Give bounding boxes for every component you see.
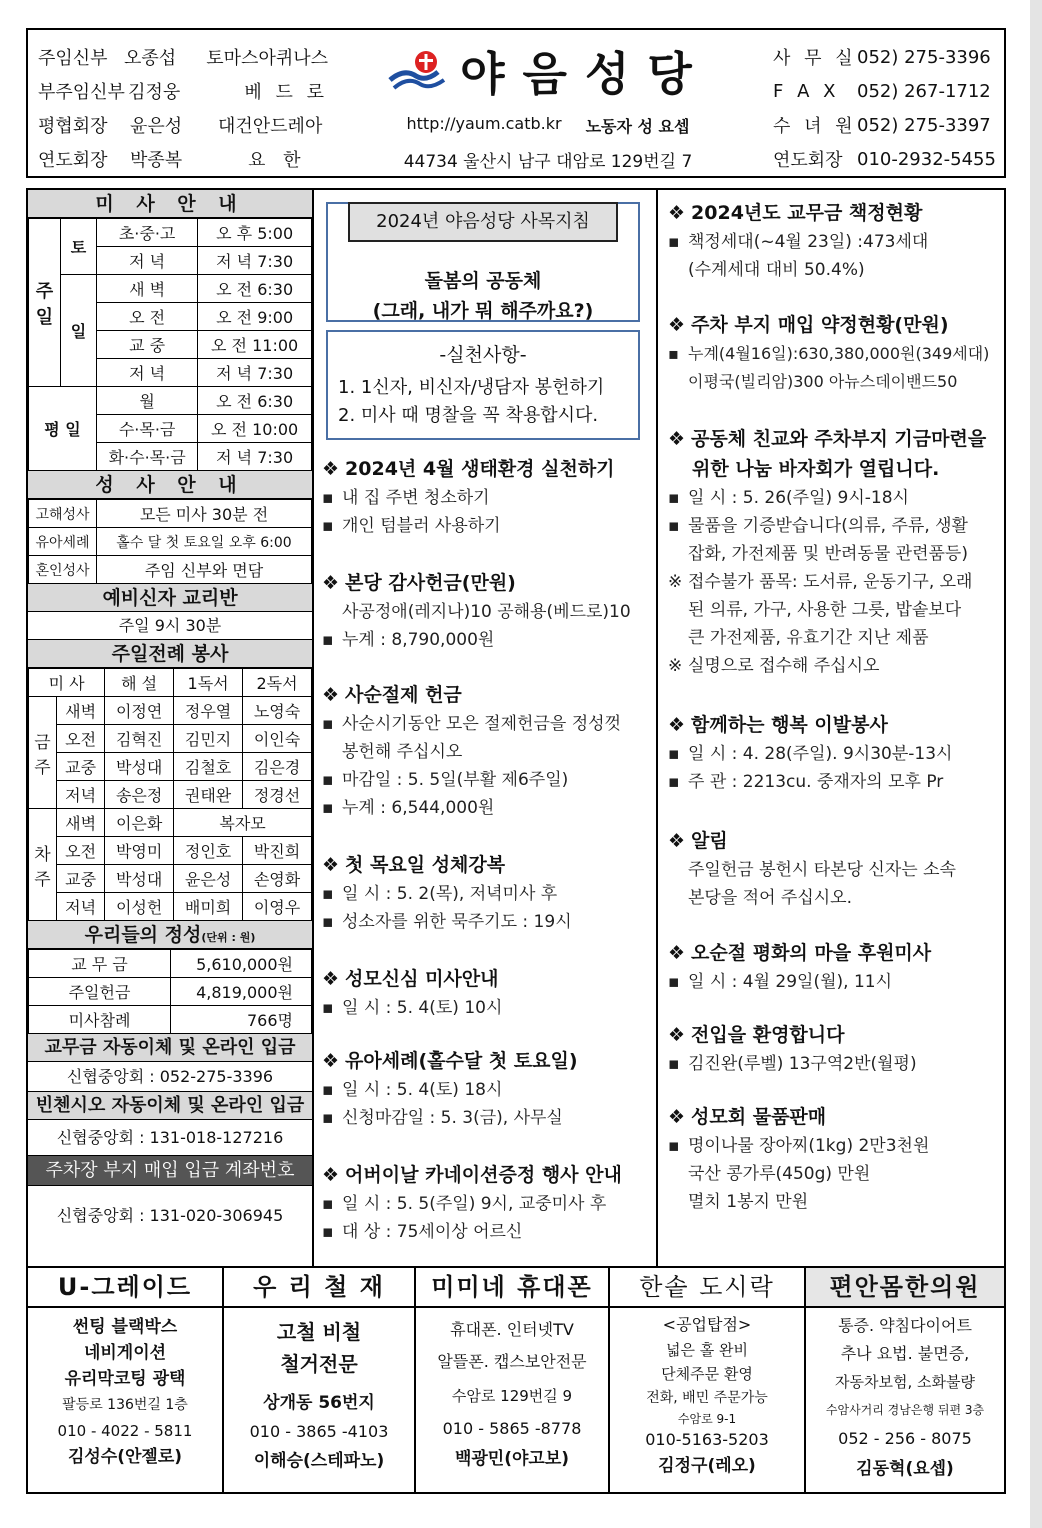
ad-line: 052 - 256 - 8075 xyxy=(838,1429,972,1448)
offering-value: 4,819,000원 xyxy=(171,978,312,1006)
ad-box xyxy=(610,1268,806,1492)
diamond-bullet-icon: ❖ xyxy=(668,202,686,224)
notice-title: 주차 부지 매입 약정현황(만원) xyxy=(691,314,949,336)
notice-section xyxy=(668,198,1002,284)
offering-label: 주일헌금 xyxy=(29,978,171,1006)
offering-unit: (단위 : 원) xyxy=(201,931,256,944)
notice-line: 대 상 : 75세이상 어르신 xyxy=(342,1222,523,1242)
mass-name: 수·목·금 xyxy=(97,415,198,443)
next-week-label: 차주 xyxy=(29,809,57,921)
sacrament-label: 유아세례 xyxy=(29,528,97,556)
practice-item: 2. 미사 때 명찰을 꼭 착용합시다. xyxy=(338,405,599,426)
mass-time: 오 전 6:30 xyxy=(198,275,312,303)
notice-line: 신청마감일 : 5. 3(금), 사무실 xyxy=(342,1108,563,1128)
clergy-list xyxy=(38,40,328,176)
mass-name: 새 벽 xyxy=(97,275,198,303)
clergy-baptismal: 토마스아퀴나스 xyxy=(206,48,328,69)
liturgy-cell: 권태완 xyxy=(174,781,243,809)
offering-value: 5,610,000원 xyxy=(171,950,312,978)
notice-section xyxy=(322,1046,652,1132)
offering-label: 미사참례 xyxy=(29,1006,171,1034)
notice-title: 어버이날 카네이션증정 행사 안내 xyxy=(345,1164,622,1186)
ad-line: 수암로 129번길 9 xyxy=(451,1387,573,1405)
square-bullet-icon: ▪ xyxy=(668,744,680,764)
contact-row xyxy=(773,108,1003,142)
mass-time: 오 전 11:00 xyxy=(198,331,312,359)
clergy-role: 주임신부 xyxy=(38,48,108,69)
square-bullet-icon: ▪ xyxy=(322,516,334,536)
ad-line: 철거전문 xyxy=(280,1352,358,1376)
square-bullet-icon: ▪ xyxy=(322,884,334,904)
offering-label: 교 무 금 xyxy=(29,950,171,978)
liturgy-cell: 박영미 xyxy=(105,837,174,865)
ad-line: 전화, 배민 주문가능 xyxy=(646,1390,768,1406)
square-bullet-icon: ▪ xyxy=(668,1054,680,1074)
patron-saint: 노동자 성 요셉 xyxy=(585,117,690,136)
ad-line: 자동차보험, 소화불량 xyxy=(835,1373,975,1391)
notice-title: 알림 xyxy=(691,830,728,852)
ad-line: 수암사거리 경남은행 뒤편 3층 xyxy=(825,1403,985,1417)
offering-heading xyxy=(28,921,312,949)
liturgy-cell: 김철호 xyxy=(174,753,243,781)
ad-line: 네비게이션 xyxy=(83,1343,167,1363)
liturgy-cell: 이성헌 xyxy=(105,893,174,921)
square-bullet-icon: ▪ xyxy=(322,912,334,932)
practice-item: 1. 1신자, 비신자/냉담자 봉헌하기 xyxy=(338,377,605,398)
notice-line: 실명으로 접수해 주십시오 xyxy=(688,656,880,676)
contact-label: 연도회장 xyxy=(773,150,843,171)
sponsor-ads xyxy=(26,1268,1006,1494)
mass-time: 오 후 5:00 xyxy=(198,219,312,247)
square-bullet-icon: ▪ xyxy=(322,630,334,650)
liturgy-cell: 복자모 xyxy=(174,809,312,837)
practice-box xyxy=(326,330,640,440)
diamond-bullet-icon: ❖ xyxy=(668,714,686,736)
liturgy-table xyxy=(28,668,312,921)
contact-label: F A X xyxy=(773,80,840,102)
ad-line: 썬팅 블랙박스 xyxy=(72,1317,178,1337)
mass-schedule-heading: 미 사 안 내 xyxy=(28,190,312,218)
square-bullet-icon: ▪ xyxy=(322,798,334,818)
mass-name: 화·수·목·금 xyxy=(97,443,198,471)
notice-line: 접수불가 품목: 도서류, 운동기구, 오래 xyxy=(688,572,973,592)
notice-title-cont: 위한 나눔 바자회가 열립니다. xyxy=(692,458,940,480)
offering-value: 766명 xyxy=(171,1006,312,1034)
notice-title: 오순절 평화의 마을 후원미사 xyxy=(691,942,932,964)
sacrament-value: 모든 미사 30분 전 xyxy=(97,500,312,528)
bulletin-main xyxy=(26,188,1006,1268)
notice-line: 일 시 : 5. 26(주일) 9시-18시 xyxy=(688,488,909,508)
notice-line: 주 관 : 2213cu. 중재자의 모후 Pr xyxy=(688,772,944,792)
ad-name: U-그레이드 xyxy=(28,1268,222,1308)
mass-schedule-table xyxy=(28,218,312,471)
sacrament-value: 홀수 달 첫 토요일 오후 6:00 xyxy=(97,528,312,556)
saturday-label: 토 xyxy=(61,219,97,275)
ad-line: 김정구(레오) xyxy=(658,1456,756,1476)
notice-line: 큰 가전제품, 유효기간 지난 제품 xyxy=(688,628,929,648)
notice-line: 일 시 : 5. 4(토) 10시 xyxy=(342,998,503,1018)
notice-line: 김진완(루벨) 13구역2반(월평) xyxy=(688,1054,917,1074)
bank2-account: 신협중앙회 : 131-018-127216 xyxy=(28,1120,312,1156)
clergy-baptismal: 요 한 xyxy=(248,150,307,171)
diamond-bullet-icon: ❖ xyxy=(668,1106,686,1128)
notice-line: 명이나물 장아찌(1kg) 2만3천원 xyxy=(688,1136,930,1156)
liturgy-cell: 손영화 xyxy=(243,865,312,893)
contact-phone: 052) 275-3397 xyxy=(857,114,991,136)
ad-box xyxy=(806,1268,1004,1492)
ad-line: 단체주문 환영 xyxy=(661,1365,753,1383)
ad-line: 통증. 약침다이어트 xyxy=(838,1316,972,1335)
mass-time: 오 전 9:00 xyxy=(198,303,312,331)
ad-name: 편안몸한의원 xyxy=(806,1268,1004,1308)
liturgy-cell: 교중 xyxy=(57,753,105,781)
diamond-bullet-icon: ❖ xyxy=(322,684,340,706)
bank1-heading: 교무금 자동이체 및 온라인 입금 xyxy=(28,1034,312,1062)
notice-line: 개인 텀블러 사용하기 xyxy=(342,516,501,536)
diamond-bullet-icon: ❖ xyxy=(668,314,686,336)
this-week-label: 금주 xyxy=(29,697,57,809)
ad-line: 010 - 4022 - 5811 xyxy=(57,1422,193,1440)
notice-line: 성소자를 위한 묵주기도 : 19시 xyxy=(342,912,572,932)
liturgy-cell: 김혁진 xyxy=(105,725,174,753)
notice-title: 유아세례(홀수달 첫 토요일) xyxy=(345,1050,578,1072)
notice-line: 마감일 : 5. 5일(부활 제6주일) xyxy=(342,770,569,790)
offering-title: 우리들의 정성 xyxy=(84,924,202,946)
diamond-bullet-icon: ❖ xyxy=(322,1164,340,1186)
pastoral-guideline-box xyxy=(326,202,640,322)
liturgy-cell: 교중 xyxy=(57,865,105,893)
contact-row xyxy=(773,142,1003,176)
square-bullet-icon: ▪ xyxy=(322,1222,334,1242)
liturgy-cell: 노영숙 xyxy=(243,697,312,725)
diamond-bullet-icon: ❖ xyxy=(668,942,686,964)
notice-title: 2024년 4월 생태환경 실천하기 xyxy=(345,458,615,480)
mass-time: 저 녁 7:30 xyxy=(198,443,312,471)
bank2-heading: 빈첸시오 자동이체 및 온라인 입금 xyxy=(28,1092,312,1120)
church-url-link[interactable]: http://yaum.catb.kr xyxy=(406,114,562,133)
square-bullet-icon: ▪ xyxy=(322,1080,334,1100)
notice-section xyxy=(668,710,1002,796)
notice-section xyxy=(322,850,652,936)
square-bullet-icon: ▪ xyxy=(668,516,680,536)
diamond-bullet-icon: ❖ xyxy=(322,968,340,990)
liturgy-cell: 저녁 xyxy=(57,781,105,809)
notice-line: 일 시 : 5. 4(토) 18시 xyxy=(342,1080,503,1100)
contact-label: 수 녀 원 xyxy=(773,116,857,137)
mass-time: 오 전 6:30 xyxy=(198,387,312,415)
sacrament-label: 고해성사 xyxy=(29,500,97,528)
diamond-bullet-icon: ❖ xyxy=(322,458,340,480)
clergy-row xyxy=(38,142,328,176)
ad-line: 010-5163-5203 xyxy=(645,1430,769,1449)
notice-title: 공동체 친교와 주차부지 기금마련을 xyxy=(691,428,987,450)
contact-phone: 052) 267-1712 xyxy=(857,80,991,102)
liturgy-cell: 오전 xyxy=(57,837,105,865)
notice-line: 책정세대(~4월 23일) :473세대 xyxy=(688,232,929,252)
notice-title: 사순절제 헌금 xyxy=(345,684,462,706)
liturgy-heading: 주일전례 봉사 xyxy=(28,640,312,668)
ad-line: 수암로 9-1 xyxy=(677,1412,737,1426)
offering-table xyxy=(28,949,312,1034)
liturgy-cell: 새벽 xyxy=(57,697,105,725)
notice-line: 누계 : 8,790,000원 xyxy=(342,630,495,650)
sacrament-heading: 성 사 안 내 xyxy=(28,471,312,499)
ad-line: 김동혁(요셉) xyxy=(856,1459,954,1479)
notice-line: 주일헌금 봉헌시 타본당 신자는 소속 xyxy=(688,860,956,880)
mass-time: 저 녁 7:30 xyxy=(198,247,312,275)
square-bullet-icon: ▪ xyxy=(668,232,680,252)
catechumen-time: 주일 9시 30분 xyxy=(28,612,312,640)
sunday-label: 주일 xyxy=(29,219,61,387)
contact-list xyxy=(773,40,1003,176)
notice-line: 사순시기동안 모은 절제헌금을 정성껏 xyxy=(342,714,621,734)
clergy-role: 연도회장 xyxy=(38,150,108,171)
clergy-baptismal: 대건안드레아 xyxy=(218,116,323,137)
contact-row xyxy=(773,74,1003,108)
notice-section xyxy=(668,826,1002,912)
clergy-baptismal: 베 드 로 xyxy=(244,82,328,103)
ad-box xyxy=(416,1268,610,1492)
liturgy-cell: 송은정 xyxy=(105,781,174,809)
diamond-bullet-icon: ❖ xyxy=(322,572,340,594)
notice-title: 전입을 환영합니다 xyxy=(691,1024,845,1046)
ad-line: 김성수(안젤로) xyxy=(67,1447,183,1467)
notice-line: 멸치 1봉지 만원 xyxy=(688,1192,809,1212)
church-title-block xyxy=(338,36,758,172)
note-mark: ※ xyxy=(668,572,683,592)
notice-section xyxy=(668,938,1002,996)
mass-name: 교 중 xyxy=(97,331,198,359)
church-name-title: 야음성당 xyxy=(460,47,710,101)
notice-line: 일 시 : 5. 2(목), 저녁미사 후 xyxy=(342,884,558,904)
notice-line: 누계 : 6,544,000원 xyxy=(342,798,495,818)
ad-name: 한솥 도시락 xyxy=(610,1268,804,1308)
notice-section xyxy=(668,310,1002,396)
clergy-row xyxy=(38,108,328,142)
square-bullet-icon: ▪ xyxy=(322,1194,334,1214)
sacrament-value: 주임 신부와 면담 xyxy=(97,556,312,584)
contact-label: 사 무 실 xyxy=(773,48,857,69)
liturgy-cell: 윤은성 xyxy=(174,865,243,893)
notice-title: 첫 목요일 성체강복 xyxy=(345,854,506,876)
ad-line: <공업탑점> xyxy=(662,1315,752,1334)
notice-section xyxy=(322,1160,652,1246)
liturgy-cell: 정우열 xyxy=(174,697,243,725)
bank3-heading: 주차장 부지 매입 입금 계좌번호 xyxy=(28,1156,312,1186)
ad-line: 휴대폰. 인터넷TV xyxy=(450,1320,574,1339)
notice-line: 잡화, 가전제품 및 반려동물 관련품등) xyxy=(688,544,968,564)
notice-column-middle xyxy=(314,190,658,1266)
ad-line: 010 - 5865 -8778 xyxy=(442,1419,582,1438)
notice-section xyxy=(668,1102,1002,1216)
contact-phone: 010-2932-5455 xyxy=(857,148,996,170)
liturgy-cell: 배미희 xyxy=(174,893,243,921)
notice-column-right xyxy=(658,190,1004,1266)
diamond-bullet-icon: ❖ xyxy=(322,854,340,876)
notice-section xyxy=(322,454,652,540)
ad-line: 010 - 3865 -4103 xyxy=(249,1422,389,1441)
note-mark: ※ xyxy=(668,656,683,676)
notice-line: 국산 콩가루(450g) 만원 xyxy=(688,1164,871,1184)
schedule-column xyxy=(28,190,314,1266)
notice-section xyxy=(322,964,652,1022)
ad-line: 추나 요법. 불면증, xyxy=(840,1344,970,1363)
clergy-row xyxy=(38,40,328,74)
ad-line: 넓은 홀 완비 xyxy=(666,1341,748,1359)
square-bullet-icon: ▪ xyxy=(668,488,680,508)
square-bullet-icon: ▪ xyxy=(668,772,680,792)
liturgy-cell: 이정연 xyxy=(105,697,174,725)
liturgy-col-header: 미 사 xyxy=(29,669,105,697)
clergy-name: 오종섭 xyxy=(124,48,177,69)
mass-name: 오 전 xyxy=(97,303,198,331)
liturgy-cell: 정인호 xyxy=(174,837,243,865)
ad-line: 백광민(야고보) xyxy=(454,1449,570,1469)
clergy-role: 평협회장 xyxy=(38,116,108,137)
notice-line: 된 의류, 가구, 사용한 그릇, 밥솥보다 xyxy=(688,600,962,620)
diamond-bullet-icon: ❖ xyxy=(322,1050,340,1072)
right-scrollbar xyxy=(1030,0,1042,1528)
square-bullet-icon: ▪ xyxy=(668,972,680,992)
ad-name: 우 리 철 재 xyxy=(224,1268,414,1308)
contact-phone: 052) 275-3396 xyxy=(857,46,991,68)
notice-title: 본당 감사헌금(만원) xyxy=(345,572,516,594)
church-address: 44734 울산시 남구 대암로 129번길 7 xyxy=(403,152,693,172)
clergy-name: 김정웅 xyxy=(128,82,181,103)
notice-line: 일 시 : 4. 28(주일). 9시30분-13시 xyxy=(688,744,953,764)
sacrament-table xyxy=(28,499,312,584)
mass-name: 저 녁 xyxy=(97,247,198,275)
liturgy-cell: 새벽 xyxy=(57,809,105,837)
contact-row xyxy=(773,40,1003,74)
church-logo-icon xyxy=(386,46,450,96)
notice-section xyxy=(668,424,1002,680)
diamond-bullet-icon: ❖ xyxy=(668,428,686,450)
ad-line: 상개동 56번지 xyxy=(263,1393,375,1413)
ad-line: 알뜰폰. 캡스보안전문 xyxy=(437,1352,587,1371)
liturgy-cell: 이인숙 xyxy=(243,725,312,753)
ad-box xyxy=(28,1268,224,1492)
liturgy-cell: 박성대 xyxy=(105,753,174,781)
notice-line: 봉헌해 주십시오 xyxy=(342,742,463,762)
notice-title: 성모회 물품판매 xyxy=(691,1106,827,1128)
notice-line: 이평국(빌리암)300 아뉴스데이밴드50 xyxy=(688,372,958,391)
bank1-account: 신협중앙회 : 052-275-3396 xyxy=(28,1062,312,1092)
square-bullet-icon: ▪ xyxy=(668,344,679,363)
notice-line: 물품을 기증받습니다(의류, 주류, 생활 xyxy=(688,516,968,536)
notice-line: (수계세대 대비 50.4%) xyxy=(688,260,865,280)
notice-line: 사공정애(레지나)10 공해용(베드로)10 xyxy=(342,602,631,622)
catechumen-heading: 예비신자 교리반 xyxy=(28,584,312,612)
square-bullet-icon: ▪ xyxy=(322,998,334,1018)
notice-line: 일 시 : 5. 5(주일) 9시, 교중미사 후 xyxy=(342,1194,607,1214)
bulletin-header xyxy=(26,28,1006,178)
square-bullet-icon: ▪ xyxy=(322,1108,334,1128)
notice-section xyxy=(322,568,652,654)
mass-name: 초·중·고 xyxy=(97,219,198,247)
ad-line: 팔등로 136번길 1층 xyxy=(62,1397,188,1413)
mass-name: 월 xyxy=(97,387,198,415)
clergy-row xyxy=(38,74,328,108)
notice-section xyxy=(668,1020,1002,1078)
notice-line: 본당을 적어 주십시오. xyxy=(688,888,853,908)
sunday-day-label: 일 xyxy=(61,275,97,387)
liturgy-col-header: 2독서 xyxy=(243,669,312,697)
square-bullet-icon: ▪ xyxy=(668,1136,680,1156)
pastoral-motto-sub: (그래, 내가 뭐 해주까요?) xyxy=(372,300,594,322)
liturgy-cell: 오전 xyxy=(57,725,105,753)
practice-heading: -실천사항- xyxy=(439,344,527,366)
liturgy-col-header: 1독서 xyxy=(174,669,243,697)
liturgy-cell: 박성대 xyxy=(105,865,174,893)
notice-section xyxy=(322,680,652,822)
mass-time: 저 녁 7:30 xyxy=(198,359,312,387)
mass-time: 오 전 10:00 xyxy=(198,415,312,443)
liturgy-cell: 저녁 xyxy=(57,893,105,921)
ad-line: 이해승(스테파노) xyxy=(253,1451,385,1471)
square-bullet-icon: ▪ xyxy=(322,714,334,734)
diamond-bullet-icon: ❖ xyxy=(668,830,686,852)
ad-line: 유리막코팅 광택 xyxy=(64,1369,186,1389)
ad-box xyxy=(224,1268,416,1492)
notice-title: 2024년도 교무금 책정현황 xyxy=(691,202,923,224)
sacrament-label: 혼인성사 xyxy=(29,556,97,584)
ad-line: 고철 비철 xyxy=(276,1320,362,1344)
clergy-name: 윤은성 xyxy=(130,116,183,137)
mass-name: 저 녁 xyxy=(97,359,198,387)
notice-line: 일 시 : 4월 29일(월), 11시 xyxy=(688,972,893,992)
bank3-account: 신협중앙회 : 131-020-306945 xyxy=(56,1206,284,1225)
diamond-bullet-icon: ❖ xyxy=(668,1024,686,1046)
liturgy-cell: 김은경 xyxy=(243,753,312,781)
weekday-label: 평 일 xyxy=(29,387,97,471)
liturgy-cell: 이영우 xyxy=(243,893,312,921)
notice-line: 누계(4월16일):630,380,000원(349세대) xyxy=(688,344,990,363)
pastoral-caption: 2024년 야음성당 사목지침 xyxy=(348,202,618,242)
liturgy-cell: 김민지 xyxy=(174,725,243,753)
pastoral-motto: 돌봄의 공동체 xyxy=(424,270,542,292)
clergy-role: 부주임신부 xyxy=(38,82,125,103)
notice-line: 내 집 주변 청소하기 xyxy=(342,488,490,508)
liturgy-cell: 이은화 xyxy=(105,809,174,837)
ad-name: 미미네 휴대폰 xyxy=(416,1268,608,1308)
square-bullet-icon: ▪ xyxy=(322,488,334,508)
notice-title: 함께하는 행복 이발봉사 xyxy=(691,714,888,736)
liturgy-col-header: 해 설 xyxy=(105,669,174,697)
notice-title: 성모신심 미사안내 xyxy=(345,968,499,990)
square-bullet-icon: ▪ xyxy=(322,770,334,790)
clergy-name: 박종복 xyxy=(130,150,183,171)
liturgy-cell: 정경선 xyxy=(243,781,312,809)
liturgy-cell: 박진희 xyxy=(243,837,312,865)
